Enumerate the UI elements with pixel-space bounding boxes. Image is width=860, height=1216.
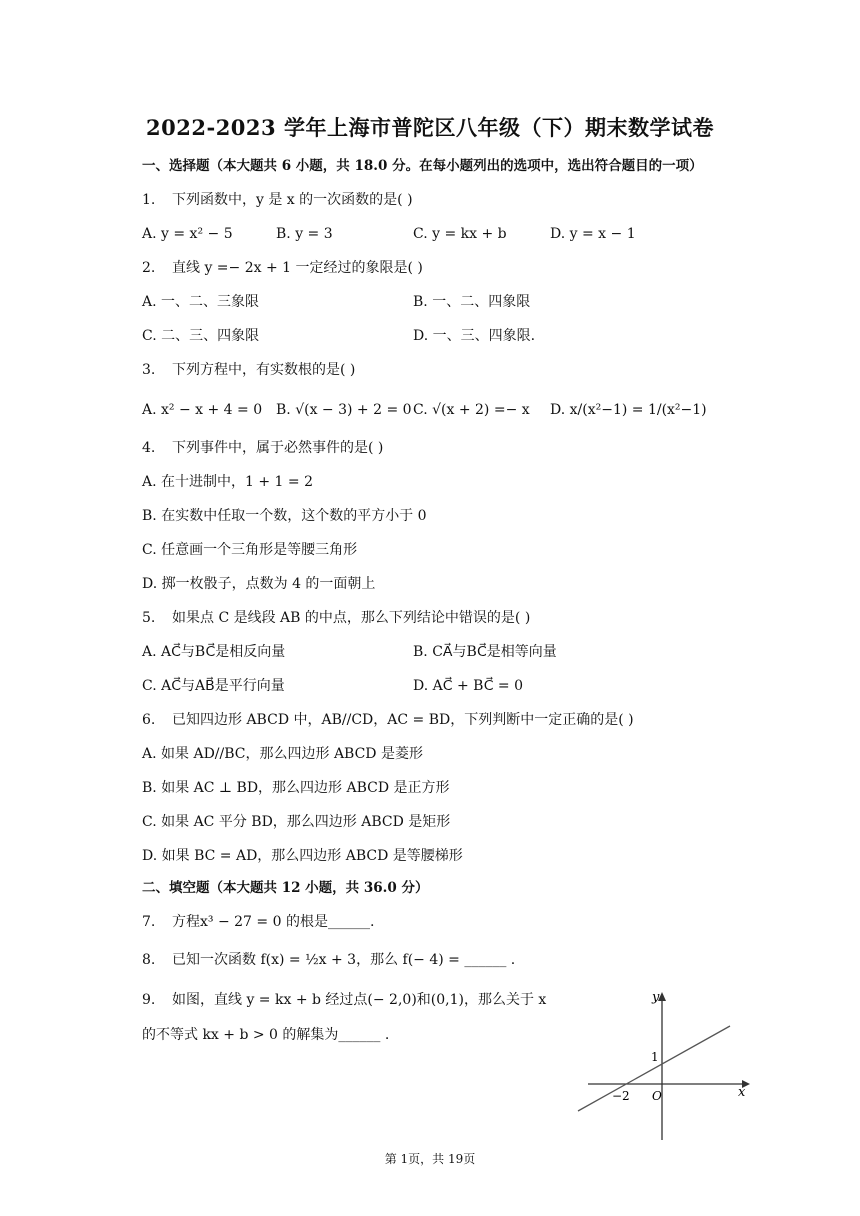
question-text-line1: 如图，直线 y = kx + b 经过点(− 2,0)和(0,1)，那么关于 x bbox=[172, 992, 547, 1008]
question-9-line2: 的不等式 kx + b > 0 的解集为______ . bbox=[142, 1027, 390, 1043]
line-graph-figure bbox=[570, 985, 760, 1145]
option-c: C. 二、三、四象限 bbox=[142, 328, 260, 344]
option-c: C. √(x + 2) =− x bbox=[413, 402, 530, 418]
x-tick-label: −2 bbox=[612, 1089, 630, 1103]
question-number: 1. bbox=[142, 192, 156, 208]
question-6 bbox=[142, 710, 634, 730]
option-a: A. y = x² − 5 bbox=[142, 226, 233, 242]
option-a: A. x² − x + 4 = 0 bbox=[142, 402, 263, 418]
question-number: 7. bbox=[142, 914, 156, 930]
section-heading-choice: 一、选择题（本大题共 6 小题，共 18.0 分。在每小题列出的选项中，选出符合题目的一项） bbox=[142, 158, 703, 174]
option-b: B. CA⃗与BC⃗是相等向量 bbox=[413, 644, 557, 660]
question-number: 6. bbox=[142, 712, 156, 728]
option-d: D. x/(x²−1) = 1/(x²−1) bbox=[550, 402, 707, 418]
question-5 bbox=[142, 608, 530, 628]
question-7 bbox=[142, 912, 374, 932]
option-d: D. 一、三、四象限. bbox=[413, 328, 536, 344]
option-b: B. y = 3 bbox=[276, 226, 333, 242]
option-b: B. √(x − 3) + 2 = 0 bbox=[276, 402, 412, 418]
question-text: 如果点 C 是线段 AB 的中点，那么下列结论中错误的是( ) bbox=[172, 610, 531, 626]
question-number: 5. bbox=[142, 610, 156, 626]
option-a: A. 如果 AD//BC，那么四边形 ABCD 是菱形 bbox=[142, 746, 423, 762]
option-a: A. 在十进制中，1 + 1 = 2 bbox=[142, 474, 313, 490]
option-b: B. 在实数中任取一个数，这个数的平方小于 0 bbox=[142, 508, 427, 524]
question-text: 已知一次函数 f(x) = ½x + 3，那么 f(− 4) = ______ . bbox=[172, 952, 516, 968]
section-heading-fill: 二、填空题（本大题共 12 小题，共 36.0 分） bbox=[142, 880, 429, 896]
question-number: 8. bbox=[142, 952, 156, 968]
question-text: 下列方程中，有实数根的是( ) bbox=[172, 362, 356, 378]
question-number: 2. bbox=[142, 260, 156, 276]
origin-label: O bbox=[652, 1089, 662, 1103]
option-c: C. 任意画一个三角形是等腰三角形 bbox=[142, 542, 358, 558]
question-number: 9. bbox=[142, 992, 156, 1008]
question-text: 下列函数中，y 是 x 的一次函数的是( ) bbox=[172, 192, 413, 208]
question-text: 已知四边形 ABCD 中，AB//CD，AC = BD，下列判断中一定正确的是( ) bbox=[172, 712, 634, 728]
option-c: C. y = kx + b bbox=[413, 226, 507, 242]
question-number: 4. bbox=[142, 440, 156, 456]
question-9 bbox=[142, 990, 546, 1010]
option-d: D. 掷一枚骰子，点数为 4 的一面朝上 bbox=[142, 576, 376, 592]
option-b: B. 一、二、四象限 bbox=[413, 294, 531, 310]
x-axis-label: x bbox=[738, 1085, 746, 1100]
option-d: D. AC⃗ + BC⃗ = 0 bbox=[413, 678, 524, 694]
y-tick-label: 1 bbox=[651, 1050, 659, 1064]
option-d: D. y = x − 1 bbox=[550, 226, 636, 242]
option-a: A. AC⃗与BC⃗是相反向量 bbox=[142, 644, 286, 660]
question-2 bbox=[142, 258, 423, 278]
y-axis-label: y bbox=[652, 990, 660, 1005]
option-c: C. AC⃗与AB⃗是平行向量 bbox=[142, 678, 285, 694]
question-number: 3. bbox=[142, 362, 156, 378]
page-title: 2022-2023 学年上海市普陀区八年级（下）期末数学试卷 bbox=[146, 115, 714, 140]
option-a: A. 一、二、三象限 bbox=[142, 294, 260, 310]
question-4 bbox=[142, 438, 383, 458]
question-text: 直线 y =− 2x + 1 一定经过的象限是( ) bbox=[172, 260, 423, 276]
option-c: C. 如果 AC 平分 BD，那么四边形 ABCD 是矩形 bbox=[142, 814, 451, 830]
option-d: D. 如果 BC = AD，那么四边形 ABCD 是等腰梯形 bbox=[142, 848, 463, 864]
question-text: 方程x³ − 27 = 0 的根是______. bbox=[172, 914, 375, 930]
question-3 bbox=[142, 360, 355, 380]
option-b: B. 如果 AC ⊥ BD，那么四边形 ABCD 是正方形 bbox=[142, 780, 450, 796]
page-footer: 第 1页，共 19页 bbox=[384, 1152, 476, 1166]
question-8 bbox=[142, 950, 515, 970]
question-1 bbox=[142, 190, 413, 210]
question-text: 下列事件中，属于必然事件的是( ) bbox=[172, 440, 384, 456]
